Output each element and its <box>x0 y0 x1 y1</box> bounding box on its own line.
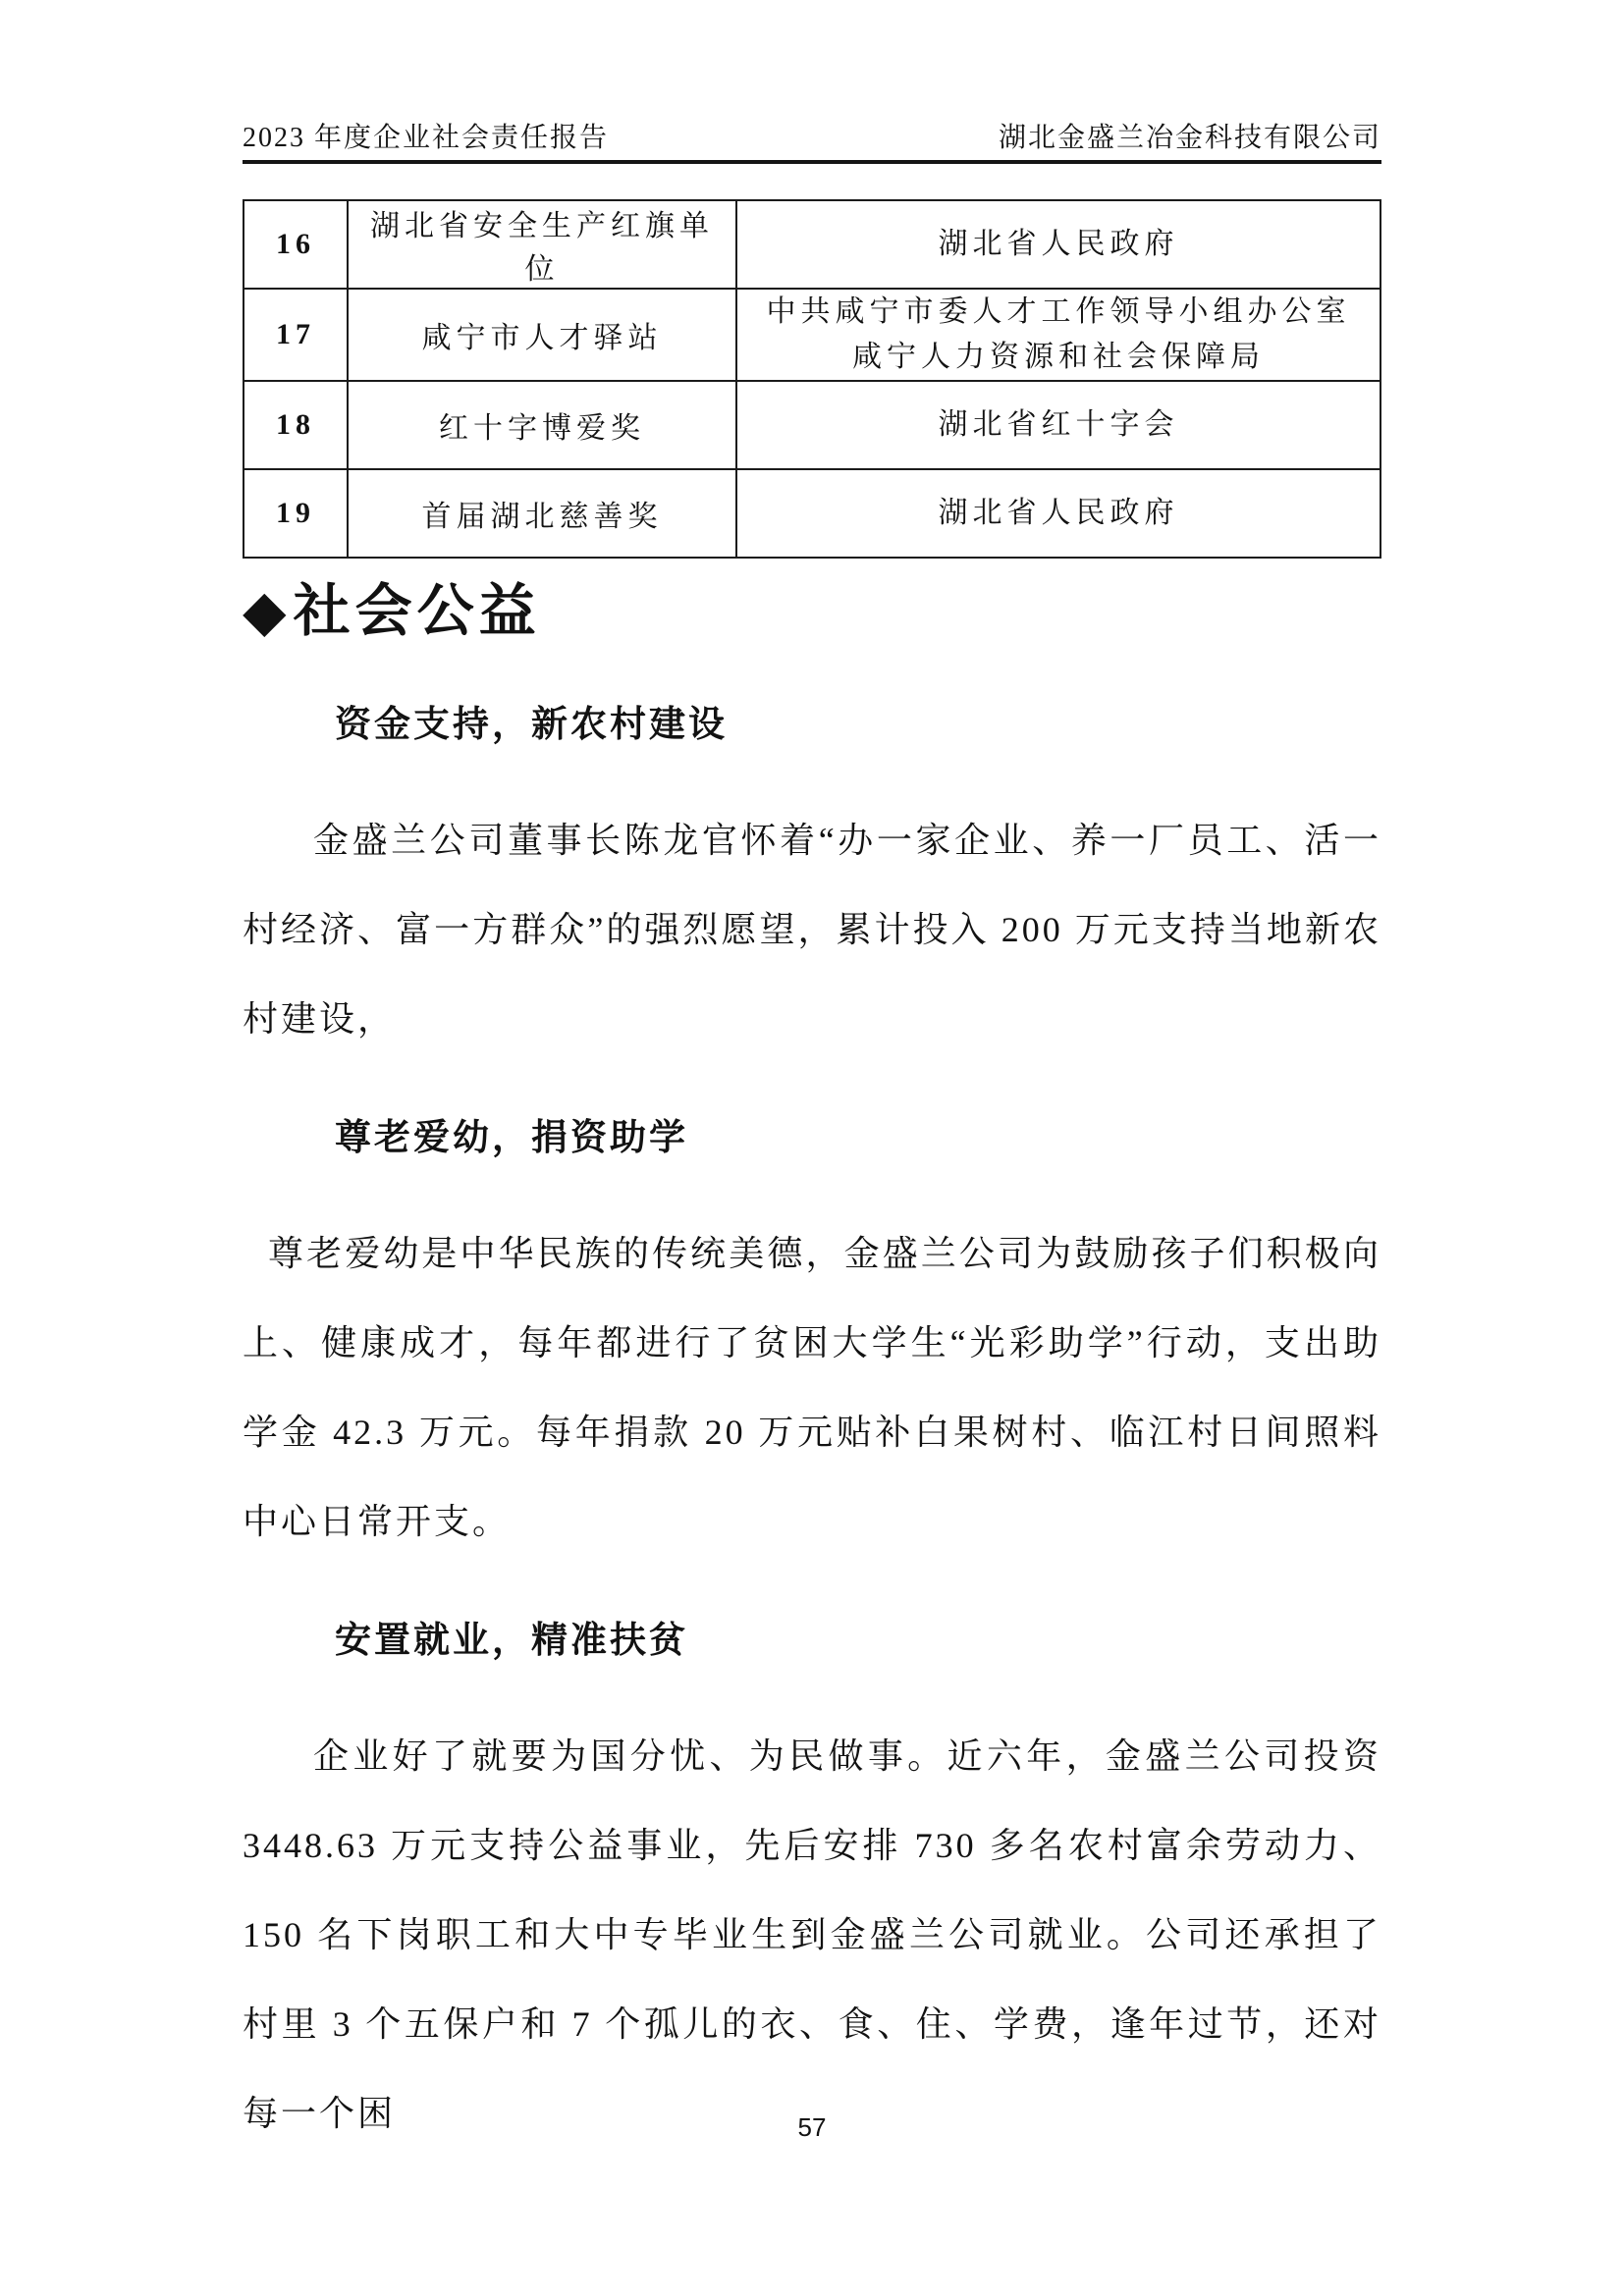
section-title <box>243 572 1381 651</box>
issuer-line: 湖北省人民政府 <box>938 497 1179 529</box>
award-number: 17 <box>244 289 348 381</box>
table-row <box>244 469 1380 558</box>
issuer-line: 湖北省人民政府 <box>938 228 1179 260</box>
table-row <box>244 289 1380 381</box>
issuer-line: 咸宁人力资源和社会保障局 <box>852 341 1265 373</box>
paragraph-funding: 金盛兰公司董事长陈龙官怀着“办一家企业、养一厂员工、活一村经济、富一方群众”的强烈愿望，累计投入 200 万元支持当地新农村建设， <box>243 821 1381 1039</box>
page-number: 57 <box>797 2112 827 2142</box>
header-report-title: 2023 年度企业社会责任报告 <box>243 123 610 153</box>
issuer-line: 中共咸宁市委人才工作领导小组办公室 <box>766 295 1351 328</box>
paragraph-employment: 企业好了就要为国分忧、为民做事。近六年，金盛兰公司投资 3448.63 万元支持公益事业，先后安排 730 多名农村富余劳动力、150 名下岗职工和大中专毕业生到金盛兰公司就业。公司还承担了村里 3 个五保户和 7 个孤儿的衣、食、住、学费，逢年过节，还对每一个困 <box>243 1736 1381 2133</box>
paragraph-donation: 尊老爱幼是中华民族的传统美德，金盛兰公司为鼓励孩子们积极向上、健康成才，每年都进行了贫困大学生“光彩助学”行动，支出助学金 42.3 万元。每年捐款 20 万元贴补白果树村、临江村日间照料中心日常开支。 <box>243 1234 1381 1541</box>
award-number: 19 <box>244 469 348 558</box>
table-row <box>244 381 1380 469</box>
award-name: 红十字博爱奖 <box>348 381 736 469</box>
page-header <box>243 0 1381 164</box>
subsection-heading-funding: 资金支持，新农村建设 <box>335 704 728 744</box>
award-number: 18 <box>244 381 348 469</box>
award-name: 首届湖北慈善奖 <box>348 469 736 558</box>
table-row <box>244 200 1380 289</box>
issuer-line: 湖北省红十字会 <box>938 408 1179 441</box>
award-issuer <box>736 469 1380 558</box>
section-title-text: 社会公益 <box>293 579 541 643</box>
page-content <box>243 0 1381 2159</box>
award-name: 咸宁市人才驿站 <box>348 289 736 381</box>
header-company-name: 湖北金盛兰冶金科技有限公司 <box>998 123 1381 153</box>
diamond-bullet-icon: ◆ <box>243 579 292 643</box>
subsection-heading-employment: 安置就业，精准扶贫 <box>335 1620 688 1660</box>
award-issuer <box>736 289 1380 381</box>
award-number: 16 <box>244 200 348 289</box>
award-issuer <box>736 200 1380 289</box>
awards-table <box>243 199 1381 559</box>
subsection-heading-donation: 尊老爱幼，捐资助学 <box>335 1117 688 1157</box>
award-issuer <box>736 381 1380 469</box>
award-name: 湖北省安全生产红旗单位 <box>348 200 736 289</box>
